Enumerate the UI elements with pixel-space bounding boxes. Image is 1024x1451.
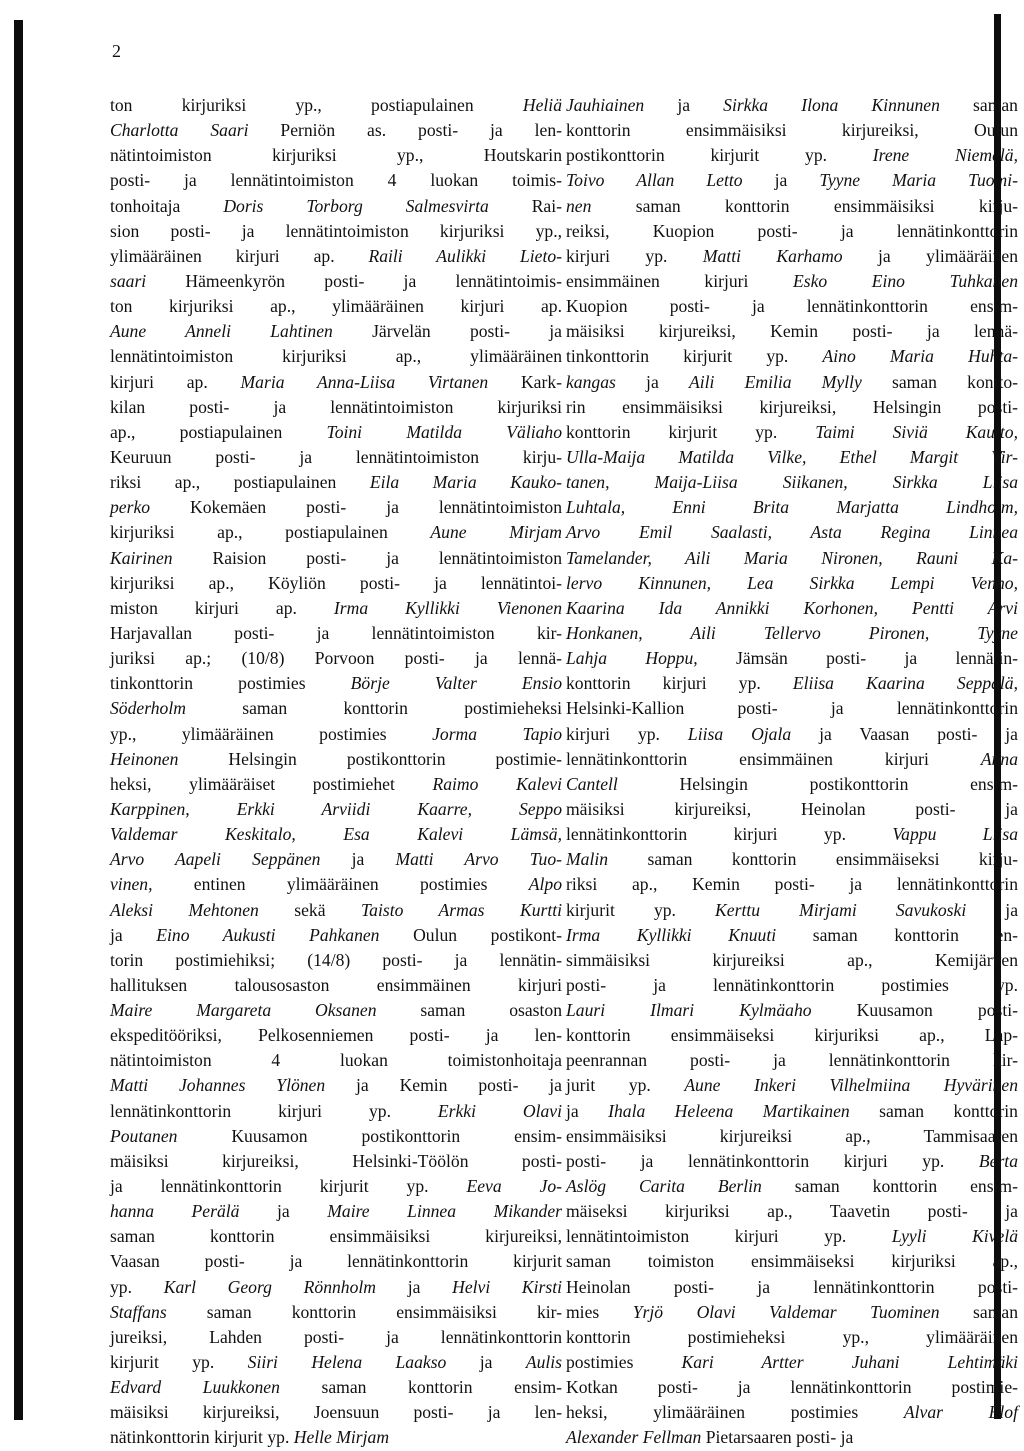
- text-line: mäisiksi kirjureiksi, Helsinki-Töölön posti-: [110, 1150, 562, 1171]
- text-line: Toivo Allan Letto ja Tyyne Maria Tuomi-: [566, 170, 1018, 191]
- text-line: riksi ap., postiapulainen Eila Maria Kauko-: [110, 472, 562, 493]
- text-line: heksi, ylimääräiset postimiehet Raimo Kalevi: [110, 773, 562, 794]
- text-line: mäiseksi kirjuriksi ap., Taavetin posti- ja: [566, 1201, 1018, 1222]
- text-line: postikonttorin kirjurit yp. Irene Niemelä,: [566, 145, 1018, 166]
- text-line: lennätinkonttorin kirjuri yp. Vappu Liisa: [566, 824, 1018, 845]
- text-line: kirjurit yp. Siiri Helena Laakso ja Aulis: [110, 1352, 562, 1373]
- text-line: kirjuri ap. Maria Anna-Liisa Virtanen Kark-: [110, 371, 562, 392]
- text-line: Matti Johannes Ylönen ja Kemin posti- ja: [110, 1075, 562, 1096]
- text-line: yp. Karl Georg Rönnholm ja Helvi Kirsti: [110, 1276, 563, 1297]
- text-line: postimies Kari Artter Juhani Lehtimäki: [566, 1352, 1018, 1373]
- text-line: ton kirjuriksi yp., postiapulainen Heliä: [110, 95, 562, 115]
- text-line: Lauri Ilmari Kylmäaho Kuusamon posti-: [566, 1000, 1018, 1021]
- text-line: Aune Anneli Lahtinen Järvelän posti- ja: [110, 321, 562, 342]
- text-line: Karppinen, Erkki Arviidi Kaarre, Seppo: [110, 798, 562, 819]
- text-line: ensimmäinen kirjuri Esko Eino Tuhkanen: [566, 270, 1018, 291]
- text-line: Helsinki-Kallion posti- ja lennätinkonttorin: [566, 698, 1018, 719]
- text-line: kilan posti- ja lennätintoimiston kirjuriksi: [110, 396, 562, 417]
- text-line: miston kirjuri ap. Irma Kyllikki Vienonen: [110, 597, 563, 618]
- text-line: Alexander Fellman Pietarsaaren posti- ja: [566, 1427, 854, 1448]
- text-line: saman toimiston ensimmäiseksi kirjuriksi ap.,: [566, 1251, 1018, 1272]
- text-line: vinen, entinen ylimääräinen postimies Alpo: [110, 874, 562, 895]
- text-line: ylimääräinen kirjuri ap. Raili Aulikki Lieto-: [110, 245, 562, 266]
- text-line: peenrannan posti- ja lennätinkonttorin kir-: [566, 1050, 1018, 1071]
- text-line: Luhtala, Enni Brita Marjatta Lindholm,: [566, 497, 1018, 518]
- text-line: konttorin ensimmäisiksi kirjureiksi, Oulun: [566, 120, 1018, 141]
- text-line: Valdemar Keskitalo, Esa Kalevi Lämsä,: [110, 824, 562, 845]
- text-line: heksi, ylimääräinen postimies Alvar Elof: [566, 1402, 1018, 1423]
- text-line: kirjuriksi ap., postiapulainen Aune Mirjam: [110, 522, 562, 543]
- text-line: sion posti- ja lennätintoimiston kirjuriksi yp.,: [110, 220, 562, 241]
- text-line: ton kirjuriksi ap., ylimääräinen kirjuri ap.: [110, 296, 562, 317]
- text-line: Harjavallan posti- ja lennätintoimiston kir-: [110, 622, 562, 643]
- text-line: Staffans saman konttorin ensimmäisiksi kir-: [110, 1301, 562, 1322]
- text-line: Poutanen Kuusamon postikonttorin ensim-: [110, 1125, 562, 1146]
- text-line: hallituksen talousosaston ensimmäinen kirjuri: [110, 974, 562, 995]
- text-line: kangas ja Aili Emilia Mylly saman kontto-: [566, 371, 1018, 392]
- text-line: Arvo Aapeli Seppänen ja Matti Arvo Tuo-: [110, 849, 562, 870]
- text-line: Aslög Carita Berlin saman konttorin ensim-: [566, 1176, 1018, 1197]
- text-line: mäisiksi kirjureiksi, Joensuun posti- ja len-: [110, 1402, 562, 1423]
- text-line: Charlotta Saari Perniön as. posti- ja len-: [110, 120, 562, 141]
- text-line: lennätintoimiston kirjuri yp. Lyyli Kivelä: [566, 1226, 1018, 1247]
- text-line: konttorin kirjuri yp. Eliisa Kaarina Seppälä,: [566, 673, 1019, 694]
- text-line: ensimmäisiksi kirjureiksi ap., Tammisaaren: [566, 1125, 1018, 1146]
- text-line: Malin saman konttorin ensimmäiseksi kirju-: [566, 849, 1018, 870]
- text-line: Cantell Helsingin postikonttorin ensim-: [566, 773, 1018, 794]
- text-line: Jauhiainen ja Sirkka Ilona Kinnunen saman: [566, 95, 1018, 115]
- text-line: nätintoimiston 4 luokan toimistonhoitaja: [110, 1050, 562, 1071]
- text-line: kirjuriksi ap., Köyliön posti- ja lennätintoi-: [110, 572, 562, 593]
- text-line: jurit yp. Aune Inkeri Vilhelmiina Hyvärinen: [566, 1075, 1019, 1096]
- text-line: lennätinkonttorin kirjuri yp. Erkki Olavi: [110, 1100, 562, 1121]
- text-line: kirjurit yp. Kerttu Mirjami Savukoski ja: [566, 899, 1019, 920]
- text-line: nätintoimiston kirjuriksi yp., Houtskarin: [110, 145, 562, 166]
- text-line: tinkonttorin kirjurit yp. Aino Maria Huhta-: [566, 346, 1019, 367]
- text-line: Tamelander, Aili Maria Nironen, Rauni Ka-: [566, 547, 1018, 568]
- left-column: [110, 93, 562, 1451]
- text-line: Kairinen Raision posti- ja lennätintoimiston: [110, 547, 562, 568]
- text-line: mäisiksi kirjureiksi, Heinolan posti- ja: [566, 798, 1018, 819]
- text-line: Kuopion posti- ja lennätinkonttorin ensim-: [566, 296, 1018, 317]
- text-line: lennätintoimiston kirjuriksi ap., ylimääräinen: [110, 346, 562, 367]
- text-line: perko Kokemäen posti- ja lennätintoimiston: [110, 497, 562, 518]
- text-line: kirjuri yp. Matti Karhamo ja ylimääräinen: [566, 245, 1018, 266]
- text-line: tinkonttorin postimies Börje Valter Ensio: [110, 673, 562, 694]
- text-line: Keuruun posti- ja lennätintoimiston kirju-: [110, 446, 562, 467]
- text-line: ekspeditööriksi, Pelkosenniemen posti- ja len-: [110, 1025, 562, 1046]
- text-line: ja Eino Aukusti Pahkanen Oulun postikont-: [110, 924, 562, 945]
- text-line: konttorin kirjurit yp. Taimi Siviä Kautto,: [566, 421, 1018, 442]
- text-line: Kaarina Ida Annikki Korhonen, Pentti Arvi: [566, 597, 1018, 618]
- text-line: lennätinkonttorin ensimmäinen kirjuri Anna: [566, 748, 1018, 769]
- text-line: Edvard Luukkonen saman konttorin ensim-: [110, 1377, 562, 1398]
- text-line: juriksi ap.; (10/8) Porvoon posti- ja lennä-: [110, 648, 562, 669]
- text-line: nen saman konttorin ensimmäisiksi kirju-: [566, 195, 1018, 216]
- text-line: reiksi, Kuopion posti- ja lennätinkonttorin: [566, 220, 1018, 241]
- text-line: Kotkan posti- ja lennätinkonttorin postimie-: [566, 1377, 1018, 1398]
- text-line: mies Yrjö Olavi Valdemar Tuominen saman: [566, 1301, 1018, 1322]
- text-line: Söderholm saman konttorin postimieheksi: [110, 698, 562, 719]
- text-line: nätinkonttorin kirjurit yp. Helle Mirjam: [110, 1427, 390, 1448]
- text-line: Ulla-Maija Matilda Vilke, Ethel Margit Vir-: [566, 446, 1018, 467]
- text-line: saman konttorin ensimmäisiksi kirjureiksi,: [110, 1226, 562, 1247]
- text-line: ja lennätinkonttorin kirjurit yp. Eeva Jo-: [110, 1176, 563, 1197]
- text-line: Irma Kyllikki Knuuti saman konttorin en-: [566, 924, 1018, 945]
- text-line: rin ensimmäisiksi kirjureiksi, Helsingin posti-: [566, 396, 1018, 417]
- text-line: torin postimiehiksi; (14/8) posti- ja lennätin-: [110, 949, 562, 970]
- text-line: konttorin postimieheksi yp., ylimääräinen: [566, 1326, 1018, 1347]
- right-column: [566, 93, 1018, 1451]
- text-line: lervo Kinnunen, Lea Sirkka Lempi Venho,: [566, 572, 1018, 593]
- text-line: Maire Margareta Oksanen saman osaston: [110, 1000, 562, 1021]
- text-line: tanen, Maija-Liisa Siikanen, Sirkka Liisa: [566, 472, 1018, 493]
- text-line: Honkanen, Aili Tellervo Pironen, Tyyne: [566, 622, 1018, 643]
- text-line: posti- ja lennätinkonttorin postimies yp.: [566, 974, 1018, 995]
- text-line: Heinonen Helsingin postikonttorin postimie-: [110, 748, 562, 769]
- scan-edge-left: [14, 20, 23, 1420]
- text-line: tonhoitaja Doris Torborg Salmesvirta Rai-: [110, 195, 562, 216]
- text-line: posti- ja lennätinkonttorin kirjuri yp. Berta: [566, 1150, 1018, 1171]
- text-line: hanna Perälä ja Maire Linnea Mikander: [110, 1201, 562, 1222]
- text-line: simmäisiksi kirjureiksi ap., Kemijärven: [566, 949, 1018, 970]
- text-line: Arvo Emil Saalasti, Asta Regina Linnea: [566, 522, 1018, 543]
- text-line: Vaasan posti- ja lennätinkonttorin kirjurit: [110, 1251, 562, 1272]
- text-line: Lahja Hoppu, Jämsän posti- ja lennätin-: [566, 648, 1018, 669]
- text-line: saari Hämeenkyrön posti- ja lennätintoimis-: [110, 270, 562, 291]
- text-line: kirjuri yp. Liisa Ojala ja Vaasan posti- ja: [566, 723, 1018, 744]
- page-number: 2: [112, 41, 121, 61]
- text-line: posti- ja lennätintoimiston 4 luokan toimis-: [110, 170, 562, 191]
- text-line: riksi ap., Kemin posti- ja lennätinkonttorin: [566, 874, 1018, 895]
- text-line: mäisiksi kirjureiksi, Kemin posti- ja lennä-: [566, 321, 1018, 342]
- text-line: yp., ylimääräinen postimies Jorma Tapio: [110, 723, 562, 744]
- text-line: ap., postiapulainen Toini Matilda Väliaho: [110, 421, 562, 442]
- text-line: Aleksi Mehtonen sekä Taisto Armas Kurtti: [110, 899, 562, 920]
- text-line: jureiksi, Lahden posti- ja lennätinkonttorin: [110, 1326, 562, 1347]
- text-line: ja Ihala Heleena Martikainen saman konttorin: [566, 1100, 1018, 1121]
- text-line: konttorin ensimmäiseksi kirjuriksi ap., Lap-: [566, 1025, 1018, 1046]
- text-line: Heinolan posti- ja lennätinkonttorin posti-: [566, 1276, 1018, 1297]
